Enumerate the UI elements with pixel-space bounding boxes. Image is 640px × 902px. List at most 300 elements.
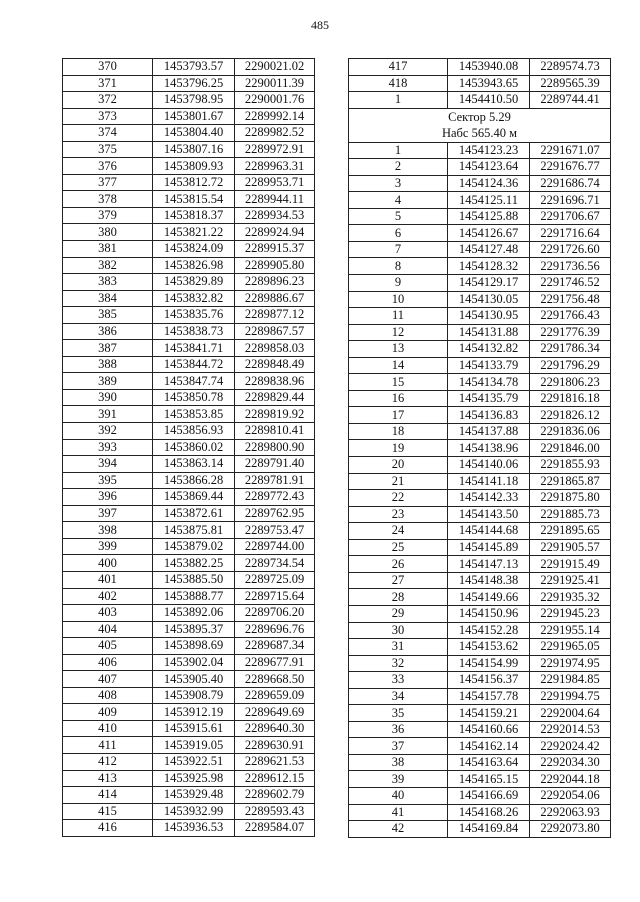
x-coordinate-cell: 1453925.98 [153,770,235,787]
y-coordinate-cell: 2289982.52 [235,125,315,142]
table-row [63,274,315,291]
y-coordinate-cell: 2289819.92 [235,406,315,423]
table-row [349,787,611,804]
y-coordinate-cell: 2289706.20 [235,605,315,622]
point-number-cell: 393 [63,439,153,456]
point-number-cell: 1 [349,142,448,159]
x-coordinate-cell: 1453932.99 [153,803,235,820]
y-coordinate-cell: 2289677.91 [235,654,315,671]
x-coordinate-cell: 1454152.28 [448,622,530,639]
table-row [63,456,315,473]
y-coordinate-cell: 2289791.40 [235,456,315,473]
table-row [349,225,611,242]
table-row [63,439,315,456]
x-coordinate-cell: 1454137.88 [448,423,530,440]
right-table-body-bottom [349,142,611,837]
table-row [349,457,611,474]
y-coordinate-cell: 2289687.34 [235,638,315,655]
point-number-cell: 2 [349,159,448,176]
x-coordinate-cell: 1453804.40 [153,125,235,142]
point-number-cell: 388 [63,356,153,373]
y-coordinate-cell: 2289944.11 [235,191,315,208]
sector-subtitle: Набс 565.40 м [441,126,518,141]
table-row [349,208,611,225]
point-number-cell: 26 [349,556,448,573]
point-number-cell: 414 [63,787,153,804]
x-coordinate-cell: 1454147.13 [448,556,530,573]
y-coordinate-cell: 2289772.43 [235,489,315,506]
y-coordinate-cell: 2289800.90 [235,439,315,456]
y-coordinate-cell: 2290021.02 [235,59,315,76]
y-coordinate-cell: 2291786.34 [530,341,611,358]
point-number-cell: 17 [349,407,448,424]
table-row [63,59,315,76]
table-row [63,605,315,622]
x-coordinate-cell: 1454138.96 [448,440,530,457]
y-coordinate-cell: 2291895.65 [530,523,611,540]
table-row [349,523,611,540]
y-coordinate-cell: 2291965.05 [530,639,611,656]
point-number-cell: 6 [349,225,448,242]
y-coordinate-cell: 2289744.41 [530,92,611,109]
point-number-cell: 384 [63,290,153,307]
table-row [349,423,611,440]
table-row [349,589,611,606]
point-number-cell: 28 [349,589,448,606]
x-coordinate-cell: 1454129.17 [448,275,530,292]
x-coordinate-cell: 1453869.44 [153,489,235,506]
table-row [63,323,315,340]
point-number-cell: 1 [349,92,448,109]
point-number-cell: 371 [63,75,153,92]
y-coordinate-cell: 2291696.71 [530,192,611,209]
x-coordinate-cell: 1453888.77 [153,588,235,605]
table-row [349,324,611,341]
y-coordinate-cell: 2289574.73 [530,59,611,76]
table-row [63,108,315,125]
point-number-cell: 33 [349,672,448,689]
y-coordinate-cell: 2289924.94 [235,224,315,241]
y-coordinate-cell: 2291955.14 [530,622,611,639]
table-row [63,141,315,158]
y-coordinate-cell: 2292034.30 [530,754,611,771]
table-row [349,291,611,308]
table-row [349,75,611,92]
y-coordinate-cell: 2291836.06 [530,423,611,440]
x-coordinate-cell: 1453885.50 [153,571,235,588]
x-coordinate-cell: 1453807.16 [153,141,235,158]
x-coordinate-cell: 1453809.93 [153,158,235,175]
table-row [63,125,315,142]
point-number-cell: 30 [349,622,448,639]
x-coordinate-cell: 1453841.71 [153,340,235,357]
point-number-cell: 417 [349,59,448,76]
point-number-cell: 412 [63,753,153,770]
point-number-cell: 373 [63,108,153,125]
table-row [63,92,315,109]
sector-header [349,108,611,142]
x-coordinate-cell: 1454130.95 [448,308,530,325]
point-number-cell: 391 [63,406,153,423]
table-row [63,753,315,770]
y-coordinate-cell: 2289848.49 [235,356,315,373]
table-row [349,738,611,755]
x-coordinate-cell: 1453818.37 [153,207,235,224]
y-coordinate-cell: 2291716.64 [530,225,611,242]
point-number-cell: 410 [63,720,153,737]
x-coordinate-cell: 1453798.95 [153,92,235,109]
point-number-cell: 402 [63,588,153,605]
y-coordinate-cell: 2291746.52 [530,275,611,292]
point-number-cell: 32 [349,655,448,672]
y-coordinate-cell: 2292054.06 [530,787,611,804]
y-coordinate-cell: 2291875.80 [530,490,611,507]
x-coordinate-cell: 1453801.67 [153,108,235,125]
table-row [63,472,315,489]
x-coordinate-cell: 1453940.08 [448,59,530,76]
point-number-cell: 379 [63,207,153,224]
point-number-cell: 38 [349,754,448,771]
point-number-cell: 385 [63,307,153,324]
x-coordinate-cell: 1454156.37 [448,672,530,689]
x-coordinate-cell: 1454134.78 [448,374,530,391]
point-number-cell: 376 [63,158,153,175]
x-coordinate-cell: 1454159.21 [448,705,530,722]
x-coordinate-cell: 1453793.57 [153,59,235,76]
x-coordinate-cell: 1453824.09 [153,241,235,258]
table-row [63,489,315,506]
point-number-cell: 413 [63,770,153,787]
table-row [63,307,315,324]
y-coordinate-cell: 2291984.85 [530,672,611,689]
point-number-cell: 405 [63,638,153,655]
x-coordinate-cell: 1453929.48 [153,787,235,804]
y-coordinate-cell: 2291846.00 [530,440,611,457]
x-coordinate-cell: 1453815.54 [153,191,235,208]
y-coordinate-cell: 2289630.91 [235,737,315,754]
y-coordinate-cell: 2291885.73 [530,506,611,523]
table-row [63,720,315,737]
left-coordinates-table [62,58,315,837]
sector-title: Сектор 5.29 [448,110,511,125]
y-coordinate-cell: 2289896.23 [235,274,315,291]
y-coordinate-cell: 2289659.09 [235,687,315,704]
x-coordinate-cell: 1453812.72 [153,174,235,191]
point-number-cell: 7 [349,241,448,258]
y-coordinate-cell: 2289696.76 [235,621,315,638]
y-coordinate-cell: 2291766.43 [530,308,611,325]
y-coordinate-cell: 2289934.53 [235,207,315,224]
x-coordinate-cell: 1453872.61 [153,505,235,522]
x-coordinate-cell: 1454150.96 [448,605,530,622]
table-row [349,374,611,391]
y-coordinate-cell: 2292004.64 [530,705,611,722]
point-number-cell: 39 [349,771,448,788]
x-coordinate-cell: 1453905.40 [153,671,235,688]
x-coordinate-cell: 1453835.76 [153,307,235,324]
table-row [349,721,611,738]
table-row [349,754,611,771]
table-row [63,820,315,837]
x-coordinate-cell: 1453922.51 [153,753,235,770]
point-number-cell: 27 [349,572,448,589]
x-coordinate-cell: 1453895.37 [153,621,235,638]
table-row [349,142,611,159]
point-number-cell: 3 [349,175,448,192]
x-coordinate-cell: 1454125.11 [448,192,530,209]
x-coordinate-cell: 1454124.36 [448,175,530,192]
point-number-cell: 415 [63,803,153,820]
table-row [349,672,611,689]
x-coordinate-cell: 1454132.82 [448,341,530,358]
y-coordinate-cell: 2291855.93 [530,457,611,474]
y-coordinate-cell: 2289915.37 [235,241,315,258]
x-coordinate-cell: 1454143.50 [448,506,530,523]
x-coordinate-cell: 1454144.68 [448,523,530,540]
table-row [349,407,611,424]
point-number-cell: 5 [349,208,448,225]
table-row [349,556,611,573]
x-coordinate-cell: 1454133.79 [448,357,530,374]
point-number-cell: 20 [349,457,448,474]
y-coordinate-cell: 2289621.53 [235,753,315,770]
point-number-cell: 411 [63,737,153,754]
table-row [63,704,315,721]
y-coordinate-cell: 2289602.79 [235,787,315,804]
y-coordinate-cell: 2289640.30 [235,720,315,737]
x-coordinate-cell: 1454136.83 [448,407,530,424]
point-number-cell: 11 [349,308,448,325]
point-number-cell: 29 [349,605,448,622]
y-coordinate-cell: 2291945.23 [530,605,611,622]
table-row [63,555,315,572]
point-number-cell: 380 [63,224,153,241]
y-coordinate-cell: 2290001.76 [235,92,315,109]
point-number-cell: 389 [63,373,153,390]
y-coordinate-cell: 2292044.18 [530,771,611,788]
point-number-cell: 394 [63,456,153,473]
table-row [349,241,611,258]
y-coordinate-cell: 2291994.75 [530,688,611,705]
x-coordinate-cell: 1453875.81 [153,522,235,539]
y-coordinate-cell: 2291816.18 [530,390,611,407]
table-row [349,705,611,722]
y-coordinate-cell: 2289953.71 [235,174,315,191]
x-coordinate-cell: 1454165.15 [448,771,530,788]
y-coordinate-cell: 2289972.91 [235,141,315,158]
table-row [349,59,611,76]
y-coordinate-cell: 2291726.60 [530,241,611,258]
point-number-cell: 397 [63,505,153,522]
x-coordinate-cell: 1453856.93 [153,423,235,440]
x-coordinate-cell: 1453860.02 [153,439,235,456]
y-coordinate-cell: 2291905.57 [530,539,611,556]
x-coordinate-cell: 1454157.78 [448,688,530,705]
y-coordinate-cell: 2289584.07 [235,820,315,837]
y-coordinate-cell: 2289725.09 [235,571,315,588]
point-number-cell: 416 [63,820,153,837]
y-coordinate-cell: 2291806.23 [530,374,611,391]
x-coordinate-cell: 1453863.14 [153,456,235,473]
x-coordinate-cell: 1454410.50 [448,92,530,109]
point-number-cell: 4 [349,192,448,209]
table-row [349,572,611,589]
point-number-cell: 41 [349,804,448,821]
y-coordinate-cell: 2291915.49 [530,556,611,573]
point-number-cell: 375 [63,141,153,158]
table-row [349,175,611,192]
y-coordinate-cell: 2292014.53 [530,721,611,738]
point-number-cell: 21 [349,473,448,490]
right-table-body-top [349,59,611,109]
x-coordinate-cell: 1454142.33 [448,490,530,507]
table-row [63,356,315,373]
x-coordinate-cell: 1454123.23 [448,142,530,159]
table-row [63,671,315,688]
x-coordinate-cell: 1454141.18 [448,473,530,490]
x-coordinate-cell: 1453902.04 [153,654,235,671]
point-number-cell: 398 [63,522,153,539]
y-coordinate-cell: 2291826.12 [530,407,611,424]
y-coordinate-cell: 2289877.12 [235,307,315,324]
y-coordinate-cell: 2289829.44 [235,389,315,406]
table-row [349,506,611,523]
table-row [349,440,611,457]
right-coordinates-table [348,58,611,838]
point-number-cell: 9 [349,275,448,292]
sector-header-row [349,108,611,142]
table-row [349,390,611,407]
y-coordinate-cell: 2291706.67 [530,208,611,225]
y-coordinate-cell: 2289753.47 [235,522,315,539]
table-row [63,654,315,671]
table-row [63,787,315,804]
point-number-cell: 8 [349,258,448,275]
table-row [349,639,611,656]
point-number-cell: 23 [349,506,448,523]
y-coordinate-cell: 2291865.87 [530,473,611,490]
y-coordinate-cell: 2289762.95 [235,505,315,522]
table-row [63,389,315,406]
point-number-cell: 372 [63,92,153,109]
sector-header-cell [349,108,611,142]
point-number-cell: 22 [349,490,448,507]
point-number-cell: 383 [63,274,153,291]
y-coordinate-cell: 2292063.93 [530,804,611,821]
x-coordinate-cell: 1454162.14 [448,738,530,755]
table-row [63,803,315,820]
y-coordinate-cell: 2291756.48 [530,291,611,308]
y-coordinate-cell: 2289963.31 [235,158,315,175]
y-coordinate-cell: 2289734.54 [235,555,315,572]
table-row [63,505,315,522]
x-coordinate-cell: 1453882.25 [153,555,235,572]
y-coordinate-cell: 2289781.91 [235,472,315,489]
point-number-cell: 418 [349,75,448,92]
table-row [63,687,315,704]
point-number-cell: 12 [349,324,448,341]
table-row [63,75,315,92]
x-coordinate-cell: 1454148.38 [448,572,530,589]
table-row [63,538,315,555]
x-coordinate-cell: 1454163.64 [448,754,530,771]
table-row [349,605,611,622]
table-row [63,406,315,423]
point-number-cell: 399 [63,538,153,555]
point-number-cell: 377 [63,174,153,191]
table-row [63,290,315,307]
point-number-cell: 392 [63,423,153,440]
point-number-cell: 34 [349,688,448,705]
x-coordinate-cell: 1454131.88 [448,324,530,341]
table-row [349,159,611,176]
x-coordinate-cell: 1453826.98 [153,257,235,274]
table-row [63,174,315,191]
x-coordinate-cell: 1453919.05 [153,737,235,754]
x-coordinate-cell: 1454135.79 [448,390,530,407]
x-coordinate-cell: 1453936.53 [153,820,235,837]
table-row [349,258,611,275]
point-number-cell: 10 [349,291,448,308]
y-coordinate-cell: 2289715.64 [235,588,315,605]
point-number-cell: 400 [63,555,153,572]
x-coordinate-cell: 1453844.72 [153,356,235,373]
point-number-cell: 14 [349,357,448,374]
table-row [63,241,315,258]
point-number-cell: 25 [349,539,448,556]
y-coordinate-cell: 2291736.56 [530,258,611,275]
point-number-cell: 386 [63,323,153,340]
table-row [349,473,611,490]
x-coordinate-cell: 1454126.67 [448,225,530,242]
x-coordinate-cell: 1454145.89 [448,539,530,556]
point-number-cell: 35 [349,705,448,722]
point-number-cell: 408 [63,687,153,704]
table-row [63,522,315,539]
table-row [63,340,315,357]
table-row [349,622,611,639]
point-number-cell: 18 [349,423,448,440]
x-coordinate-cell: 1454169.84 [448,821,530,838]
point-number-cell: 37 [349,738,448,755]
x-coordinate-cell: 1453915.61 [153,720,235,737]
point-number-cell: 409 [63,704,153,721]
x-coordinate-cell: 1454125.88 [448,208,530,225]
x-coordinate-cell: 1453943.65 [448,75,530,92]
point-number-cell: 381 [63,241,153,258]
table-row [349,688,611,705]
table-row [349,490,611,507]
x-coordinate-cell: 1453796.25 [153,75,235,92]
table-row [63,638,315,655]
table-row [349,804,611,821]
y-coordinate-cell: 2290011.39 [235,75,315,92]
x-coordinate-cell: 1454166.69 [448,787,530,804]
y-coordinate-cell: 2289992.14 [235,108,315,125]
x-coordinate-cell: 1453879.02 [153,538,235,555]
table-row [349,539,611,556]
point-number-cell: 40 [349,787,448,804]
y-coordinate-cell: 2291686.74 [530,175,611,192]
point-number-cell: 387 [63,340,153,357]
y-coordinate-cell: 2289858.03 [235,340,315,357]
table-row [63,737,315,754]
table-row [63,224,315,241]
point-number-cell: 406 [63,654,153,671]
y-coordinate-cell: 2292073.80 [530,821,611,838]
table-row [349,92,611,109]
x-coordinate-cell: 1453847.74 [153,373,235,390]
